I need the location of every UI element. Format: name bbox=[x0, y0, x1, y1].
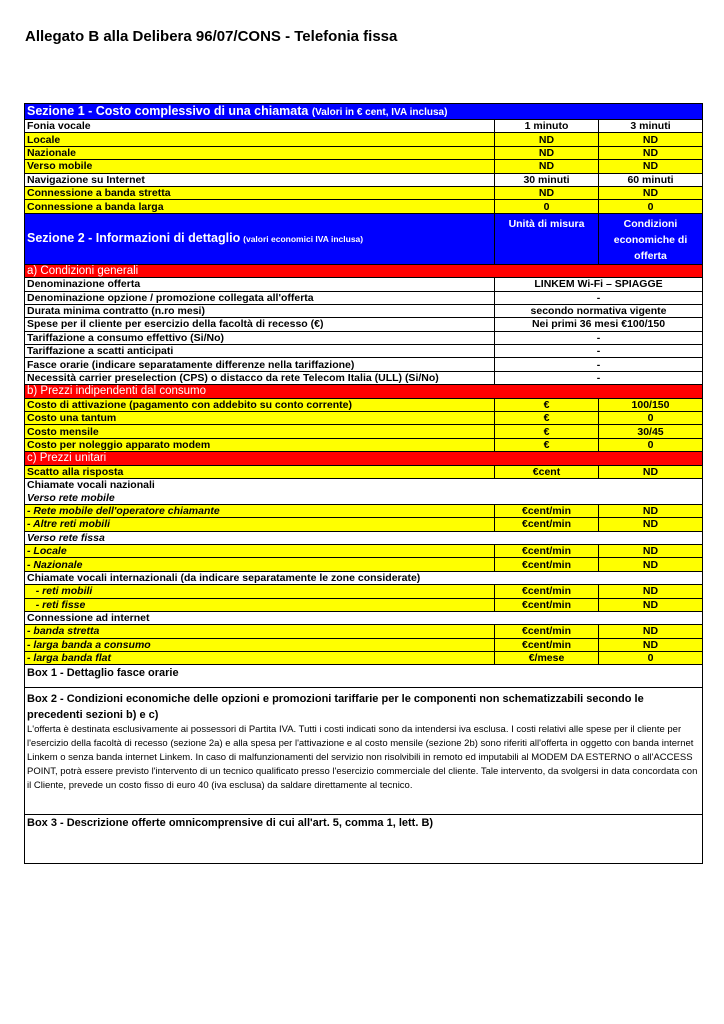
table-row bbox=[25, 438, 703, 451]
row-unit: €cent/min bbox=[495, 585, 599, 598]
row-label: Costo per noleggio apparato modem bbox=[25, 438, 495, 451]
table-row bbox=[25, 585, 703, 598]
row-value: ND bbox=[599, 186, 703, 199]
table-row bbox=[25, 318, 703, 331]
naz-heading: Chiamate vocali nazionali bbox=[25, 478, 703, 491]
row-value: 0 bbox=[599, 438, 703, 451]
row-value: - bbox=[495, 358, 703, 371]
col-condizioni: Condizioni economiche di offerta bbox=[599, 213, 703, 264]
intl-heading: Chiamate vocali internazionali (da indicare separatamente le zone considerate) bbox=[25, 571, 703, 584]
internet-heading: Connessione ad internet bbox=[25, 611, 703, 624]
row-unit: €cent bbox=[495, 465, 599, 478]
subheading-row bbox=[25, 531, 703, 544]
row-label: Tariffazione a consumo effettivo (Si/No) bbox=[25, 331, 495, 344]
row-value: - bbox=[495, 291, 703, 304]
row-unit: € bbox=[495, 438, 599, 451]
row-value: ND bbox=[599, 585, 703, 598]
table-row bbox=[25, 544, 703, 557]
fonia-label: Fonia vocale bbox=[25, 120, 495, 133]
table-row bbox=[25, 625, 703, 638]
section1-title: Sezione 1 - Costo complessivo di una chiamata bbox=[27, 103, 309, 118]
table-row bbox=[25, 304, 703, 317]
box3-space bbox=[25, 837, 703, 864]
box3-row bbox=[25, 815, 703, 838]
table-row bbox=[25, 371, 703, 384]
table-row bbox=[25, 412, 703, 425]
row-value: ND bbox=[599, 598, 703, 611]
row-label: - larga banda a consumo bbox=[25, 638, 495, 651]
row-label: Connessione a banda larga bbox=[25, 200, 495, 213]
table-row bbox=[25, 345, 703, 358]
delibera-table bbox=[24, 103, 703, 864]
row-value: ND bbox=[599, 146, 703, 159]
col-3-minuti: 3 minuti bbox=[599, 120, 703, 133]
unit-prices-title: c) Prezzi unitari bbox=[25, 452, 703, 465]
row-unit: € bbox=[495, 425, 599, 438]
row-label: Denominazione offerta bbox=[25, 278, 495, 291]
row-label: Costo mensile bbox=[25, 425, 495, 438]
table-row bbox=[25, 638, 703, 651]
internet-label: Navigazione su Internet bbox=[25, 173, 495, 186]
section1-header bbox=[25, 104, 703, 120]
table-row bbox=[25, 652, 703, 665]
row-label: Durata minima contratto (n.ro mesi) bbox=[25, 304, 495, 317]
prices-indep-title: b) Prezzi indipendenti dal consumo bbox=[25, 385, 703, 398]
col-1-minuto: 1 minuto bbox=[495, 120, 599, 133]
row-label: Tariffazione a scatti anticipati bbox=[25, 345, 495, 358]
row-value: ND bbox=[599, 133, 703, 146]
row-value: ND bbox=[495, 186, 599, 199]
row-label: Spese per il cliente per esercizio della facoltà di recesso (€) bbox=[25, 318, 495, 331]
row-unit: € bbox=[495, 398, 599, 411]
row-value: LINKEM Wi-Fi – SPIAGGE bbox=[495, 278, 703, 291]
row-unit: €cent/min bbox=[495, 598, 599, 611]
row-label: - larga banda flat bbox=[25, 652, 495, 665]
subheading-row bbox=[25, 491, 703, 504]
box3-title: Box 3 - Descrizione offerte omnicomprensive di cui all'art. 5, comma 1, lett. B) bbox=[25, 815, 703, 838]
row-label: Scatto alla risposta bbox=[25, 465, 495, 478]
row-unit: €cent/min bbox=[495, 625, 599, 638]
row-value: ND bbox=[599, 160, 703, 173]
row-value: 30/45 bbox=[599, 425, 703, 438]
box1-row bbox=[25, 665, 703, 688]
page-title: Allegato B alla Delibera 96/07/CONS - Telefonia fissa bbox=[25, 28, 398, 45]
col-60-minuti: 60 minuti bbox=[599, 173, 703, 186]
table-row bbox=[25, 160, 703, 173]
table-row bbox=[25, 465, 703, 478]
table-row bbox=[25, 200, 703, 213]
box2 bbox=[25, 688, 703, 815]
box2-title: Box 2 - Condizioni economiche delle opzioni e promozioni tariffarie per le componenti non schematizzabili secondo le precedenti sezioni b) e c) bbox=[27, 693, 644, 722]
row-value: ND bbox=[599, 558, 703, 571]
row-label: Locale bbox=[25, 133, 495, 146]
row-value: - bbox=[495, 345, 703, 358]
row-label: Necessità carrier preselection (CPS) o distacco da rete Telecom Italia (ULL) (Si/No) bbox=[25, 371, 495, 384]
table-row bbox=[25, 291, 703, 304]
row-unit: €cent/min bbox=[495, 638, 599, 651]
subheading-row bbox=[25, 571, 703, 584]
mobile-heading: Verso rete mobile bbox=[25, 491, 703, 504]
row-unit: €cent/min bbox=[495, 504, 599, 517]
table-row bbox=[25, 598, 703, 611]
row-value: ND bbox=[599, 544, 703, 557]
row-label: - Nazionale bbox=[25, 558, 495, 571]
unit-prices-header bbox=[25, 452, 703, 465]
row-value: 0 bbox=[599, 412, 703, 425]
row-value: ND bbox=[599, 625, 703, 638]
subheading-row bbox=[25, 478, 703, 491]
section2-title: Sezione 2 - Informazioni di dettaglio bbox=[27, 231, 241, 246]
row-label: Fasce orarie (indicare separatamente differenze nella tariffazione) bbox=[25, 358, 495, 371]
box2-row bbox=[25, 688, 703, 815]
section2-note: (valori economici IVA inclusa) bbox=[243, 234, 364, 245]
row-label: - reti fisse bbox=[25, 598, 495, 611]
box2-body: L'offerta è destinata esclusivamente ai possessori di Partita IVA. Tutti i costi indicati sono da intendersi iva esclusa. I costi relativi alle spese per il cliente per l'esercizio della facoltà di recesso (sezione 2a) e alla spesa per l'attivazione e al costo mensile (sezione 2b) sono riferiti all'offerta in oggetto con banda internet Linkem o senza banda internet Linkem. In caso di malfunzionamenti del servizio non risolvibili in remoto ed imputabili al MODEM DA ESTERNO o all'ACCESS POINT, potrà essere previsto l'intervento di un tecnico qualificato presso l'esercizio commerciale del cliente. Tale intervento, da svolgersi in data concordata con il Cliente, prevede un costo fisso di euro 40 (iva esclusa) da saldare direttamente al tecnico. bbox=[27, 724, 698, 791]
row-value: 0 bbox=[599, 200, 703, 213]
row-value: 100/150 bbox=[599, 398, 703, 411]
row-unit: €cent/min bbox=[495, 518, 599, 531]
row-label: - reti mobili bbox=[25, 585, 495, 598]
col-30-minuti: 30 minuti bbox=[495, 173, 599, 186]
row-value: ND bbox=[495, 133, 599, 146]
row-value: - bbox=[495, 331, 703, 344]
row-value: 0 bbox=[599, 652, 703, 665]
internet-header-row bbox=[25, 173, 703, 186]
row-unit: €cent/min bbox=[495, 558, 599, 571]
table-row bbox=[25, 518, 703, 531]
table-row bbox=[25, 504, 703, 517]
general-title: a) Condizioni generali bbox=[25, 264, 703, 277]
col-unita-misura: Unità di misura bbox=[495, 213, 599, 264]
row-label: Nazionale bbox=[25, 146, 495, 159]
row-value: secondo normativa vigente bbox=[495, 304, 703, 317]
row-label: Connessione a banda stretta bbox=[25, 186, 495, 199]
row-label: Denominazione opzione / promozione collegata all'offerta bbox=[25, 291, 495, 304]
table-row bbox=[25, 425, 703, 438]
box1-title: Box 1 - Dettaglio fasce orarie bbox=[25, 665, 703, 688]
table-row bbox=[25, 278, 703, 291]
table-row bbox=[25, 146, 703, 159]
row-unit: €cent/min bbox=[495, 544, 599, 557]
row-value: ND bbox=[495, 146, 599, 159]
box3-body bbox=[25, 837, 703, 864]
prices-indep-header bbox=[25, 385, 703, 398]
row-value: ND bbox=[495, 160, 599, 173]
row-value: ND bbox=[599, 465, 703, 478]
table-row bbox=[25, 358, 703, 371]
general-header bbox=[25, 264, 703, 277]
table-row bbox=[25, 558, 703, 571]
section1-note: (Valori in € cent, IVA inclusa) bbox=[311, 106, 448, 118]
row-unit: € bbox=[495, 412, 599, 425]
fissa-heading: Verso rete fissa bbox=[25, 531, 703, 544]
row-value: ND bbox=[599, 518, 703, 531]
row-value: ND bbox=[599, 638, 703, 651]
section2-header bbox=[25, 213, 703, 264]
table-row bbox=[25, 331, 703, 344]
row-label: - Rete mobile dell'operatore chiamante bbox=[25, 504, 495, 517]
row-value: - bbox=[495, 371, 703, 384]
row-unit: €/mese bbox=[495, 652, 599, 665]
table-row bbox=[25, 398, 703, 411]
table-row bbox=[25, 133, 703, 146]
row-label: - Locale bbox=[25, 544, 495, 557]
row-label: Costo una tantum bbox=[25, 412, 495, 425]
row-value: ND bbox=[599, 504, 703, 517]
subheading-row bbox=[25, 611, 703, 624]
row-value: Nei primi 36 mesi €100/150 bbox=[495, 318, 703, 331]
fonia-header-row bbox=[25, 120, 703, 133]
row-label: - Altre reti mobili bbox=[25, 518, 495, 531]
row-label: Costo di attivazione (pagamento con addebito su conto corrente) bbox=[25, 398, 495, 411]
row-value: 0 bbox=[495, 200, 599, 213]
row-label: Verso mobile bbox=[25, 160, 495, 173]
table-row bbox=[25, 186, 703, 199]
row-label: - banda stretta bbox=[25, 625, 495, 638]
